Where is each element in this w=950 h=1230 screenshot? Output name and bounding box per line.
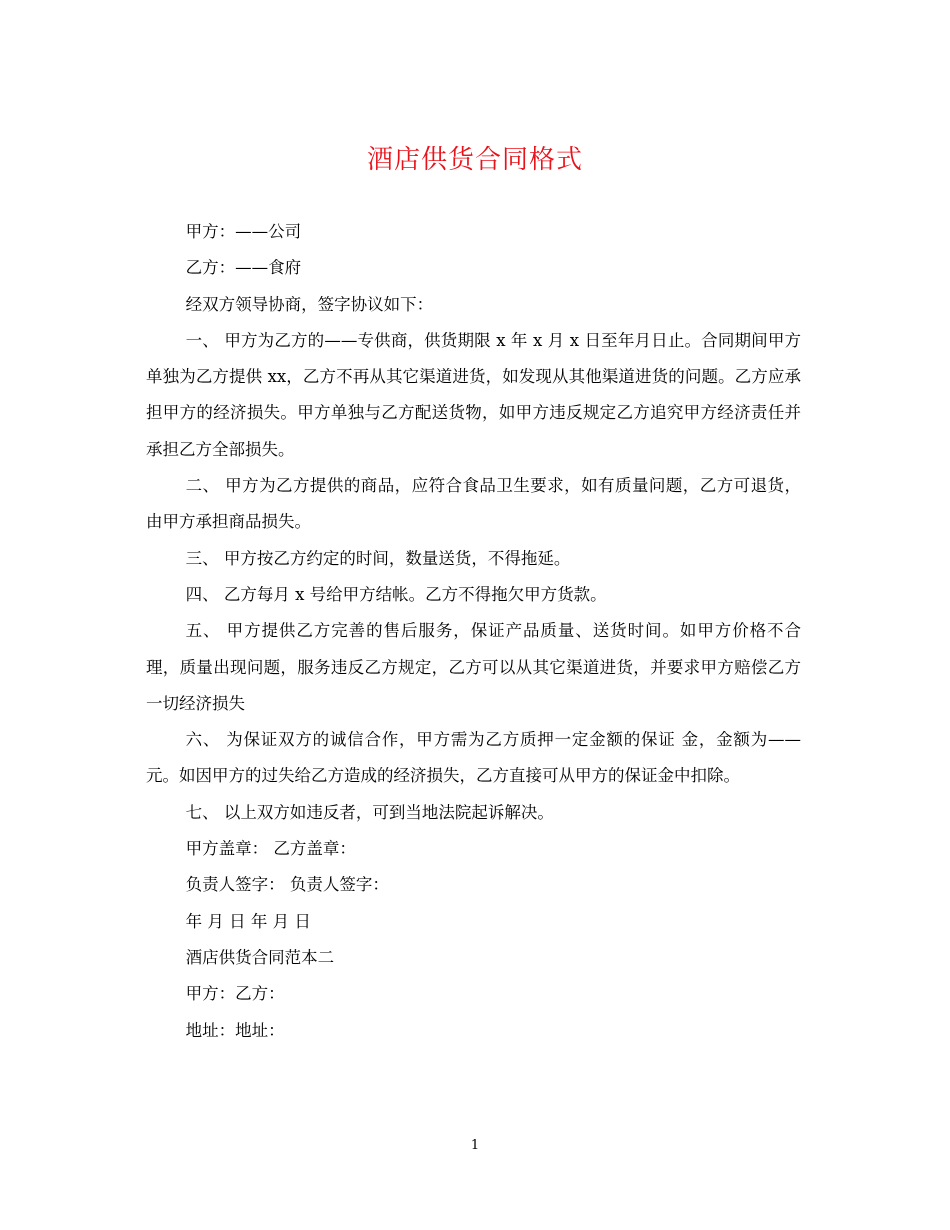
clause-2: 二、 甲方为乙方提供的商品，应符合食品卫生要求，如有质量问题，乙方可退货，由甲方承担商品损失。: [146, 476, 801, 532]
clause-5: 五、 甲方提供乙方完善的售后服务，保证产品质量、送货时间。如甲方价格不合理，质量出现问题，服务违反乙方规定，乙方可以从其它渠道进货，并要求甲方赔偿乙方一切经济损失: [146, 621, 801, 713]
clause-1: 一、 甲方为乙方的——专供商，供货期限 x 年 x 月 x 日至年月日止。合同期间甲方单独为乙方提供 xx，乙方不再从其它渠道进货，如发现从其他渠道进货的问题。乙方应承担甲方的经济损失。甲方单独与乙方配送货物，如甲方违反规定乙方追究甲方经济责任并承担乙方全部损失。: [146, 330, 801, 459]
signature-line: 负责人签字： 负责人签字：: [185, 875, 389, 895]
clause-7: 七、 以上双方如违反者，可到当地法院起诉解决。: [185, 802, 554, 822]
seal-line: 甲方盖章： 乙方盖章：: [185, 839, 356, 859]
document-title: 酒店供货合同格式: [366, 145, 583, 175]
template-two-address: 地址：地址：: [185, 1020, 285, 1040]
clause-4: 四、 乙方每月 x 号给甲方结帐。乙方不得拖欠甲方货款。: [185, 584, 607, 604]
page-number: 1: [470, 1138, 480, 1153]
template-two-parties: 甲方：乙方：: [185, 984, 285, 1004]
intro-paragraph: 经双方领导协商，签字协议如下：: [185, 294, 434, 314]
party-b-line: 乙方：——食府: [185, 258, 302, 278]
clause-6: 六、 为保证双方的诚信合作，甲方需为乙方质押一定金额的保证 金，金额为——元。如因甲方的过失给乙方造成的经济损失，乙方直接可从甲方的保证金中扣除。: [146, 730, 801, 786]
date-line: 年 月 日 年 月 日: [185, 911, 311, 931]
template-two-heading: 酒店供货合同范本二: [185, 947, 335, 967]
document-body: [146, 214, 801, 1049]
party-a-line: 甲方：——公司: [185, 222, 302, 241]
clause-3: 三、 甲方按乙方约定的时间，数量送货，不得拖延。: [185, 548, 571, 568]
